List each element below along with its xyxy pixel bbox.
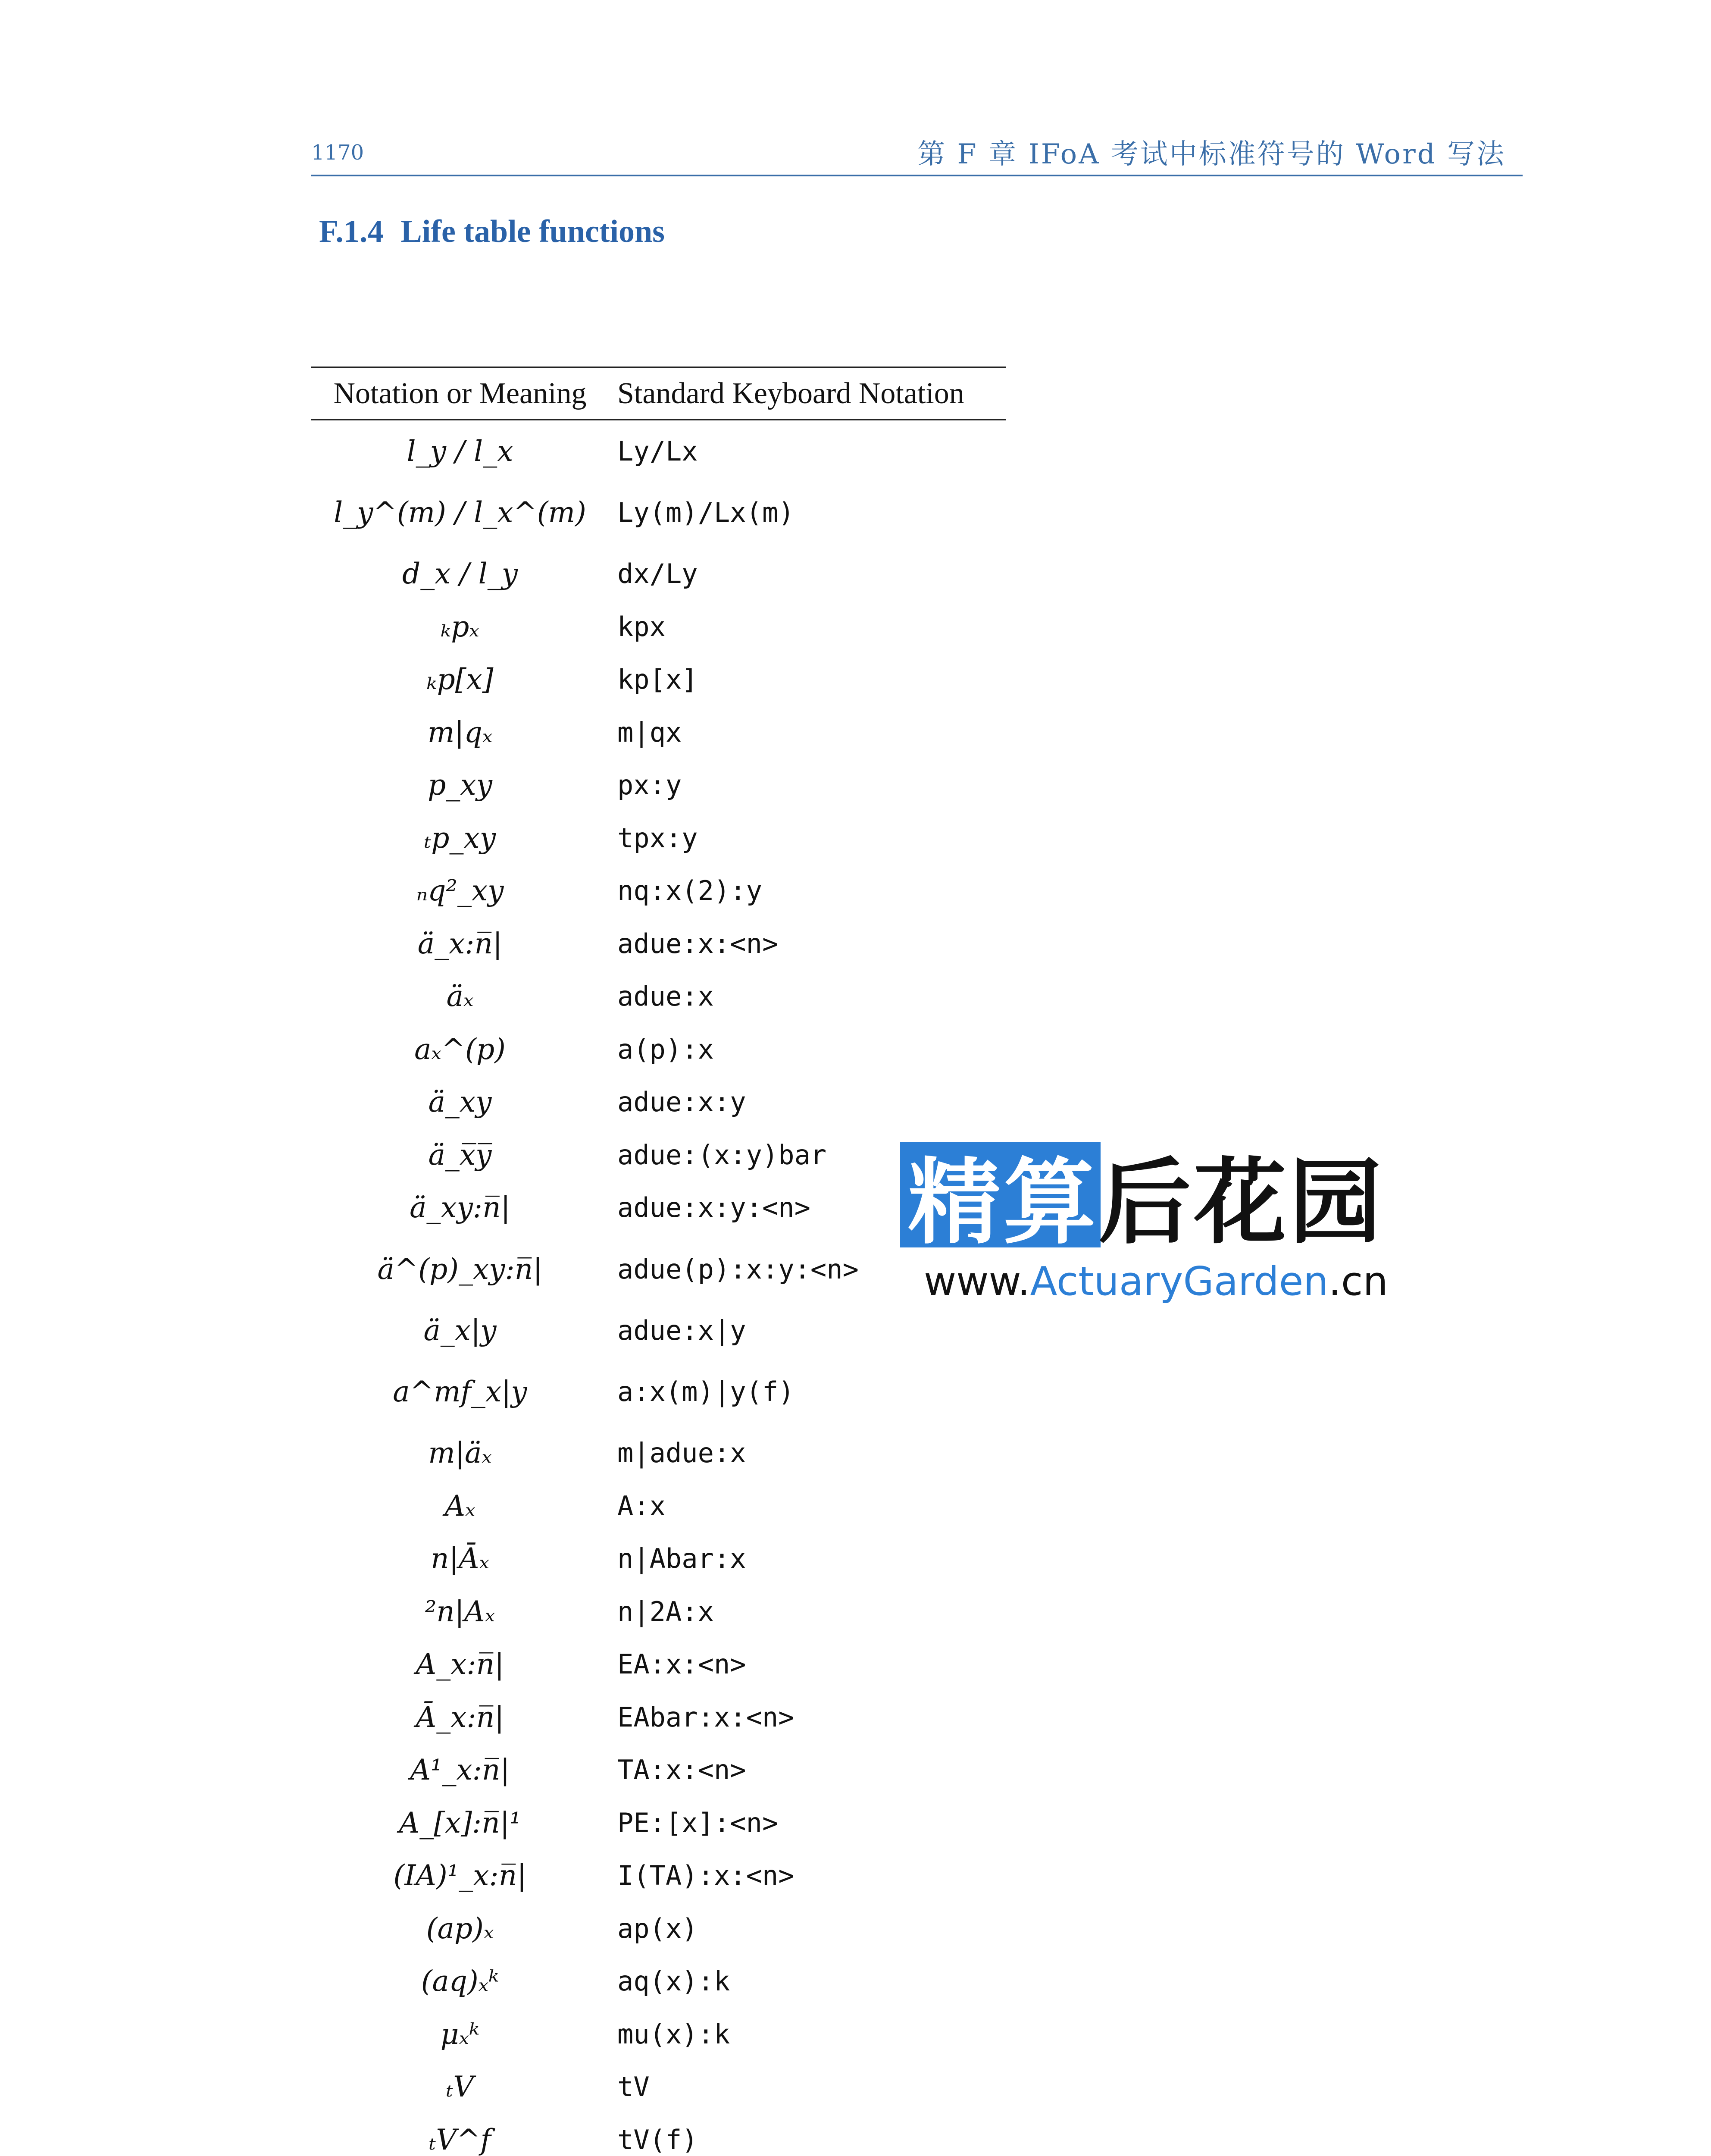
actuary-garden-logo [900, 1142, 1396, 1310]
table-row [311, 2008, 1006, 2061]
keyboard-notation-cell: PE:[x]:<n> [617, 1807, 779, 1839]
keyboard-notation-cell: m|adue:x [617, 1437, 746, 1469]
keyboard-notation-cell: tV(f) [617, 2124, 698, 2156]
table-row [311, 1023, 1006, 1076]
keyboard-notation-cell: px:y [617, 769, 682, 801]
notation-cell: m|qₓ [427, 715, 493, 749]
table-row [311, 1304, 1006, 1357]
notation-cell: ²n|Aₓ [425, 1595, 495, 1628]
notation-cell: ä^(p)_xy:n̅| [377, 1252, 543, 1286]
column-header-notation: Notation or Meaning [333, 377, 587, 410]
notation-cell: aₓ^(p) [414, 1032, 506, 1066]
keyboard-notation-cell: TA:x:<n> [617, 1754, 746, 1786]
keyboard-notation-cell: Ly/Lx [617, 435, 698, 467]
notation-cell: l_y / l_x [407, 434, 513, 468]
keyboard-notation-cell: nq:x(2):y [617, 875, 762, 907]
notation-cell: ä_x̅y̅ [428, 1138, 492, 1172]
table-row [311, 865, 1006, 918]
keyboard-notation-cell: kp[x] [617, 664, 698, 696]
keyboard-notation-cell: adue:(x:y)bar [617, 1139, 827, 1171]
table-row [311, 970, 1006, 1023]
keyboard-notation-cell: dx/Ly [617, 558, 698, 590]
notation-cell: a^mf_x|y [393, 1375, 527, 1408]
section-number: F.1.4 [319, 214, 384, 249]
notation-cell: (IA)¹_x:n̅| [393, 1859, 527, 1893]
notation-cell: m|äₓ [428, 1436, 492, 1470]
table-row [311, 759, 1006, 812]
table-row [311, 425, 1006, 478]
table-row [311, 600, 1006, 653]
keyboard-notation-cell: adue:x:y:<n> [617, 1192, 810, 1224]
notation-cell: äₓ [446, 980, 474, 1013]
table-row [311, 478, 1006, 548]
table-row [311, 1902, 1006, 1955]
table-row [311, 1691, 1006, 1744]
table-row [311, 1796, 1006, 1849]
keyboard-notation-cell: EA:x:<n> [617, 1648, 746, 1680]
keyboard-notation-cell: adue:x [617, 981, 714, 1012]
notation-cell: A_x:n̅| [416, 1648, 504, 1681]
table-row [311, 548, 1006, 601]
logo-title [908, 1142, 1384, 1257]
keyboard-notation-cell: adue:x|y [617, 1314, 746, 1346]
column-header-keyboard: Standard Keyboard Notation [617, 377, 964, 410]
notation-cell: ₖpₓ [441, 610, 479, 643]
keyboard-notation-cell: a(p):x [617, 1033, 714, 1065]
notation-cell: A¹_x:n̅| [410, 1753, 510, 1787]
table-row [311, 1076, 1006, 1129]
notation-cell: (ap)ₓ [426, 1912, 494, 1945]
table-row [311, 1479, 1006, 1532]
logo-url [924, 1258, 1388, 1304]
keyboard-notation-cell: adue:x:y [617, 1086, 746, 1118]
table-row [311, 1585, 1006, 1638]
keyboard-notation-cell: n|Abar:x [617, 1543, 746, 1575]
keyboard-notation-cell: kpx [617, 611, 666, 642]
keyboard-notation-cell: mu(x):k [617, 2018, 730, 2050]
keyboard-notation-cell: I(TA):x:<n> [617, 1860, 795, 1892]
notation-cell: ä_x|y [423, 1313, 497, 1347]
notation-cell: ä_xy:n̅| [410, 1191, 510, 1225]
table-row [311, 1532, 1006, 1586]
table-row [311, 653, 1006, 706]
chapter-title: 第 F 章 IFoA 考试中标准符号的 Word 写法 [917, 138, 1506, 170]
notation-cell: ä_x:n̅| [417, 927, 503, 960]
notation-cell: ₖp[x] [426, 663, 494, 696]
table-row [311, 1638, 1006, 1691]
table-row [311, 1744, 1006, 1797]
notation-cell: ₜp_xy [424, 821, 496, 855]
notation-cell: A_[x]:n̅|¹ [399, 1806, 521, 1839]
keyboard-notation-cell: n|2A:x [617, 1595, 714, 1627]
table-row [311, 812, 1006, 865]
notation-cell: μₓᵏ [440, 2017, 480, 2051]
keyboard-notation-cell: Ly(m)/Lx(m) [617, 497, 795, 528]
keyboard-notation-cell: tpx:y [617, 822, 698, 854]
notation-cell: (aq)ₓᵏ [421, 1965, 499, 1998]
notation-cell: l_y^(m) / l_x^(m) [334, 496, 586, 529]
logo-url-suffix: .cn [1328, 1258, 1388, 1304]
logo-title-part1: 精算 [908, 1148, 1098, 1257]
table-row [311, 917, 1006, 970]
keyboard-notation-cell: A:x [617, 1490, 666, 1522]
keyboard-notation-cell: adue:x:<n> [617, 928, 779, 959]
notation-cell: ä_xy [428, 1085, 492, 1119]
notation-cell: p_xy [428, 768, 492, 802]
table-row [311, 2113, 1006, 2156]
keyboard-notation-cell: ap(x) [617, 1912, 698, 1944]
notation-cell: ₜV [446, 2070, 474, 2104]
keyboard-notation-cell: tV [617, 2071, 650, 2103]
notation-cell: Ā_x:n̅| [416, 1700, 504, 1734]
logo-url-mid: ActuaryGarden [1030, 1258, 1329, 1304]
table-row [311, 1427, 1006, 1480]
notation-cell: Aₓ [444, 1489, 475, 1523]
table-row [311, 2061, 1006, 2114]
page-number: 1170 [311, 141, 364, 165]
notation-cell: n|Āₓ [431, 1542, 489, 1576]
section-title: Life table functions [400, 214, 665, 249]
table-row [311, 1849, 1006, 1902]
header-rule [311, 175, 1523, 176]
logo-url-prefix: www. [924, 1258, 1030, 1304]
logo-title-part2: 后花园 [1098, 1148, 1384, 1257]
table-row [311, 706, 1006, 759]
table-row [311, 1357, 1006, 1427]
table-header-row [311, 368, 1006, 419]
table-row [311, 1955, 1006, 2008]
keyboard-notation-cell: adue(p):x:y:<n> [617, 1253, 859, 1285]
keyboard-notation-cell: aq(x):k [617, 1965, 730, 1997]
notation-cell: ₜV^f [429, 2123, 491, 2156]
notation-cell: d_x / l_y [402, 557, 518, 591]
keyboard-notation-cell: EAbar:x:<n> [617, 1701, 795, 1733]
notation-cell: ₙq²_xy [416, 874, 504, 908]
keyboard-notation-cell: a:x(m)|y(f) [617, 1376, 795, 1407]
keyboard-notation-cell: m|qx [617, 716, 682, 748]
section-heading [319, 213, 665, 250]
